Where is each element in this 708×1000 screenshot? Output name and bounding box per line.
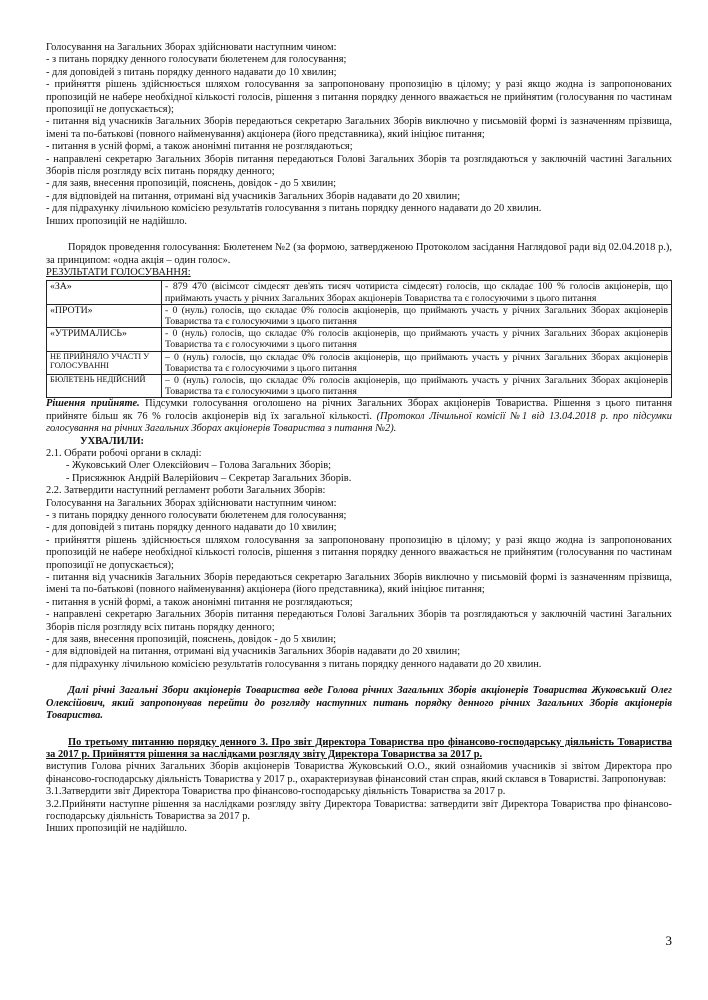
paragraph: - для підрахунку лічильною комісією результатів голосування з питань порядку денного надавати до 20 хвилин. [46,203,542,215]
q3-heading [46,737,672,762]
vote-label: «ПРОТИ» [47,304,162,327]
paragraph: - питання від учасників Загальних Зборів передаються секретарю Загальних Зборів виключно у письмовій формі із зазначенням прізвища, імені та по-батькові (повного найменування) акціонера (його представника), який ініціює питання; [46,572,672,596]
decision-paragraph [46,398,672,435]
paragraph: - направлені секретарю Загальних Зборів питання передаються Голові Загальних Зборів та розглядаються у заключній частині Загальних Зборів після розгляду всіх питань порядку денного; [46,153,672,178]
paragraph: 3.2.Прийняти наступне рішення за наслідками розгляду звіту Директора Товариства: затвердити звіт Директора Товариства про фінансово-господарську діяльність Товариства за 2017 р. [46,798,672,822]
paragraph: - питання в усній формі, а також анонімні питання не розглядаються; [46,141,353,153]
vote-text: – 0 (нуль) голосів, що складає 0% голосів акціонерів, що приймають участь у річних Загальних Зборах акціонерів Товариства та є голосуючими з цього питання [162,351,672,374]
paragraph: - питання в усній формі, а також анонімні питання не розглядаються; [46,596,353,608]
vote-text: – 0 (нуль) голосів, що складає 0% голосів акціонерів, що приймають участь у річних Загальних Зборах акціонерів Товариства та є голосуючими з цього питання [162,374,672,397]
paragraph: - з питань порядку денного голосувати бюлетенем для голосування; [46,510,347,521]
table-row [47,281,672,304]
paragraph: - для підрахунку лічильною комісією результатів голосування з питань порядку денного надавати до 20 хвилин. [46,658,542,670]
vote-label: БЮЛЕТЕНЬ НЕДІЙСНИЙ [47,374,162,397]
vote-label: НЕ ПРИЙНЯЛО УЧАСТІ У ГОЛОСУВАННІ [47,351,162,374]
decision-label: Рішення прийняте. [46,398,140,410]
paragraph: - з питань порядку денного голосувати бюлетенем для голосування; [46,54,347,66]
decision-text: Підсумки голосування оголошено на річних Загальних Зборах акціонерів Товариства. Рішення з цього питання прийняте більш як 76 % голосів акціонерів від їх загальної кількості. [46,398,673,422]
vote-text: - 879 470 (вісімсот сімдесят дев'ять тисяч чотириста сімдесят) голосів, що складає 100 % голосів акціонерів, що приймають участь у річних Загальних Зборах акціонерів Товариства та є голосуючими з цього питання [162,281,672,304]
decision-protocol: (Протокол Лічильної комісії №1 від 13.04.2018 р. про підсумки голосування на річних Загальних Зборах акціонерів Товариства з питання №2). [46,410,672,435]
table-row [47,351,672,374]
paragraph: - для доповідей з питань порядку денного надавати до 10 хвилин; [46,522,337,534]
document-page [46,42,672,836]
chair-paragraph: Далі річні Загальні Збори акціонерів Товариства веде Голова річних Загальних Зборів акціонерів Товариства Жуковський Олег Олексійович, який запропонував перейти до розгляду наступних питань порядку денного річних Загальних Зборів акціонерів Товариства. [46,685,672,722]
paragraph: - питання від учасників Загальних Зборів передаються секретарю Загальних Зборів виключно у письмовій формі із зазначенням прізвища, імені та по-батькові (повного найменування) акціонера (його представника), який ініціює питання; [46,116,672,140]
q3-heading-part1: По третьому питанню порядку денного 3. Про звіт Директора Товариства про фінансово-господарську діяльність Товариства за 2017 р. [46,736,672,760]
vote-text: - 0 (нуль) голосів, що складає 0% голосів акціонерів, що приймають участь у річних Загальних Зборах акціонерів Товариства та є голосуючими з цього питання [162,328,672,351]
paragraph: - для заяв, внесення пропозицій, пояснень, довідок - до 5 хвилин; [46,178,337,190]
table-row [47,304,672,327]
paragraph: виступив Голова річних Загальних Зборів акціонерів Товариства Жуковський О.О., який ознайомив учасників зі звітом Директора про фінансово-господарську діяльність Товариства у 2017 р., охарактеризував фінансовий стан справ, який склався в Товаристві. Запропонував: [46,761,672,785]
paragraph: 3.1.Затвердити звіт Директора Товариства про фінансово-господарську діяльність Товариства за 2017 р. [46,786,506,798]
vote-label: «ЗА» [47,281,162,304]
paragraph: Голосування на Загальних Зборах здійснювати наступним чином: [46,497,337,509]
table-row [47,374,672,397]
results-heading: РЕЗУЛЬТАТИ ГОЛОСУВАННЯ: [46,266,191,278]
paragraph: 2.2. Затвердити наступний регламент роботи Загальних Зборів: [46,485,326,497]
paragraph: Голосування на Загальних Зборах здійснювати наступним чином: [46,42,337,53]
paragraph: Інших пропозицій не надійшло. [46,823,188,835]
vote-label: «УТРИМАЛИСЬ» [47,328,162,351]
list-item: - Жуковський Олег Олексійович – Голова Загальних Зборів; [66,460,332,472]
paragraph: - для заяв, внесення пропозицій, пояснень, довідок - до 5 хвилин; [46,634,337,646]
paragraph: - прийняття рішень здійснюється шляхом голосування за запропоновану пропозицію в цілому; у разі якщо жодна із запропонованих пропозицій не набере необхідної кількості голосів, рішення з питання порядку денного вважається не прийнятим (голосування по частинам пропозиції не допускається); [46,79,672,116]
table-row [47,328,672,351]
paragraph: - прийняття рішень здійснюється шляхом голосування за запропоновану пропозицію в цілому; у разі якщо жодна із запропонованих пропозицій не набере необхідної кількості голосів, рішення з питання порядку денного вважається не прийнятим (голосування по частинам пропозиції не допускається); [46,534,672,571]
paragraph: - для відповідей на питання, отримані від учасників Загальних Зборів надавати до 20 хвилин; [46,190,461,202]
paragraph: - направлені секретарю Загальних Зборів питання передаються Голові Загальних Зборів та розглядаються у заключній частині Загальних Зборів після розгляду всіх питань порядку денного; [46,609,672,633]
paragraph: - для відповідей на питання, отримані від учасників Загальних Зборів надавати до 20 хвилин; [46,646,461,658]
list-item: - Присяжнюк Андрій Валерійович – Секретар Загальних Зборів. [66,472,352,484]
paragraph: 2.1. Обрати робочі органи в складі: [46,447,202,459]
paragraph: Інших пропозицій не надійшло. [46,215,188,227]
q3-heading-part2: Прийняття рішення за наслідками розгляду звіту Директора Товариства за 2017 р. [89,748,483,760]
page-number: 3 [665,933,672,948]
voting-results-table [46,280,672,398]
voting-procedure: Порядок проведення голосування: Бюлетенем №2 (за формою, затвердженою Протоколом засідання Наглядової ради від 02.04.2018 р.), за принципом: «одна акція – один голос». [46,242,672,266]
vote-text: - 0 (нуль) голосів, що складає 0% голосів акціонерів, що приймають участь у річних Загальних Зборах акціонерів Товариства та є голосуючими з цього питання [162,304,672,327]
resolved-heading: УХВАЛИЛИ: [80,435,145,447]
paragraph: - для доповідей з питань порядку денного надавати до 10 хвилин; [46,66,337,78]
